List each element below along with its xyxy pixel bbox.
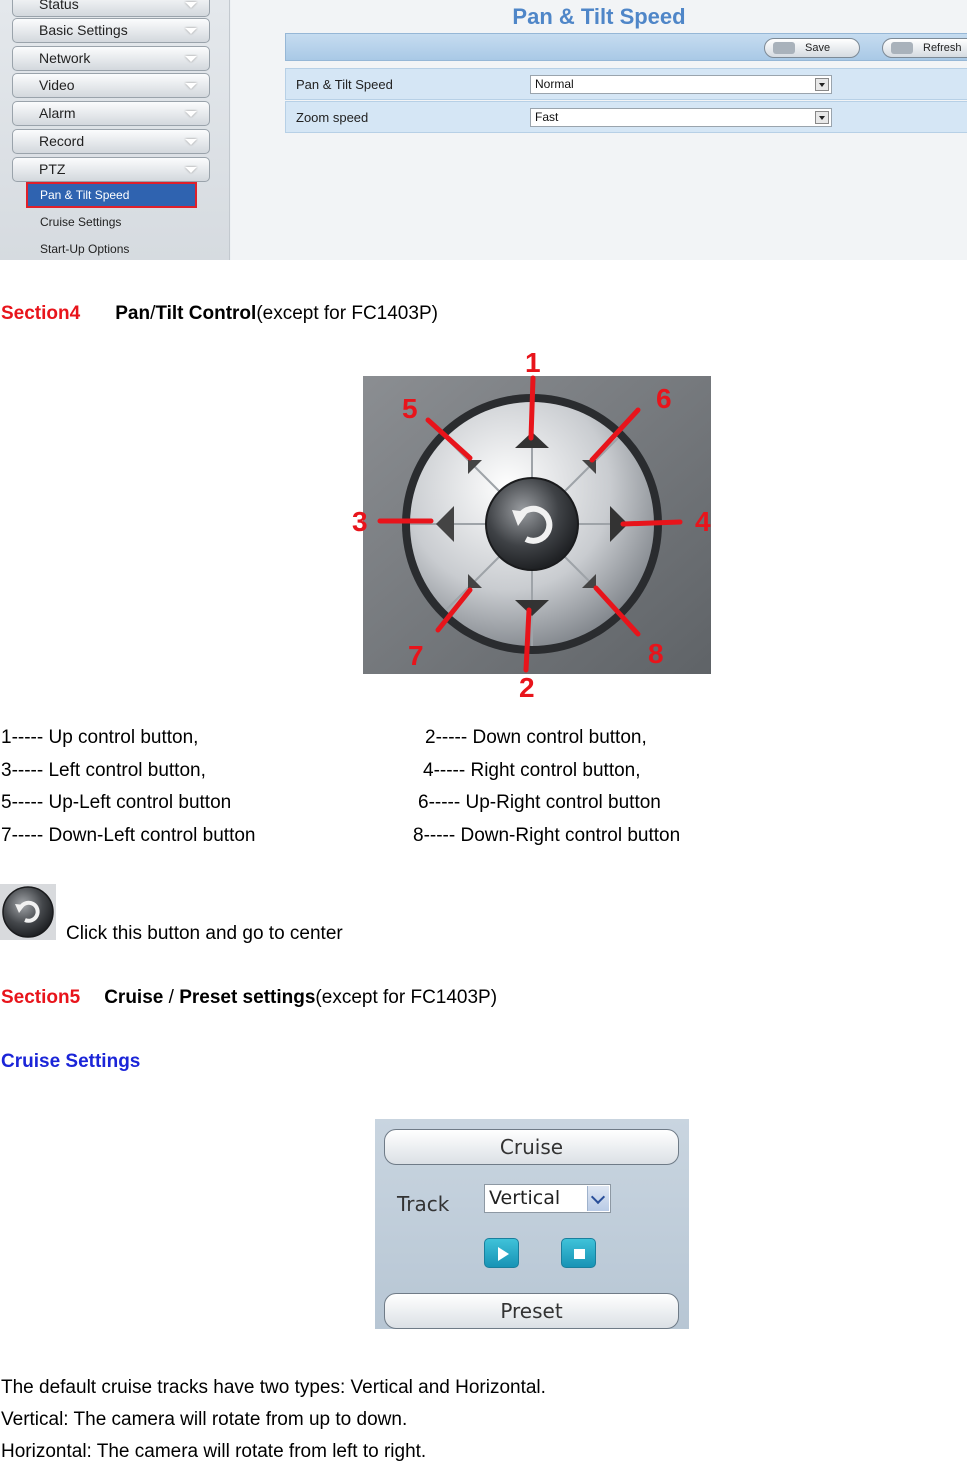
menu-item-record[interactable]: Record xyxy=(12,129,210,154)
menu-item-video[interactable]: Video xyxy=(12,73,210,98)
legend-item-4: 4----- Right control button, xyxy=(423,760,641,781)
chevron-down-icon xyxy=(185,56,197,62)
preset-button[interactable]: Preset xyxy=(384,1293,679,1329)
legend-item-3: 3----- Left control button, xyxy=(1,760,206,781)
section-label: Section5 xyxy=(1,987,81,1008)
chevron-down-icon xyxy=(587,1186,609,1211)
pan-tilt-speed-select[interactable]: Normal xyxy=(530,75,832,94)
submenu-item-cruise-settings[interactable]: Cruise Settings xyxy=(40,215,122,229)
callout-number-5: 5 xyxy=(402,393,418,424)
refresh-button[interactable]: Refresh xyxy=(882,38,967,58)
save-button[interactable]: Save xyxy=(764,38,860,58)
menu-item-network[interactable]: Network xyxy=(12,46,210,71)
callout-number-6: 6 xyxy=(656,383,672,414)
chevron-down-icon xyxy=(185,139,197,145)
menu-item-alarm[interactable]: Alarm xyxy=(12,101,210,126)
chevron-down-icon xyxy=(815,111,829,124)
chevron-down-icon xyxy=(185,83,197,89)
paragraph-vertical: Vertical: The camera will rotate from up to down. xyxy=(1,1409,408,1430)
legend-item-6: 6----- Up-Right control button xyxy=(418,792,661,813)
callout-number-2: 2 xyxy=(519,672,535,700)
settings-row-pan-tilt-speed xyxy=(285,68,967,100)
row-label: Zoom speed xyxy=(296,110,369,125)
section4-heading: Section4 Pan/Tilt Control(except for FC1403P) xyxy=(1,303,438,324)
cruise-settings-heading: Cruise Settings xyxy=(1,1051,141,1072)
section-label: Section4 xyxy=(1,303,81,324)
chevron-down-icon xyxy=(815,78,829,91)
refresh-icon xyxy=(891,42,913,54)
settings-row-zoom-speed xyxy=(285,101,967,133)
menu-item-ptz[interactable]: PTZ xyxy=(12,157,210,182)
zoom-speed-select[interactable]: Fast xyxy=(530,108,832,127)
settings-content xyxy=(231,0,967,260)
chevron-down-icon xyxy=(185,2,197,8)
callout-number-8: 8 xyxy=(648,638,664,669)
legend-item-8: 8----- Down-Right control button xyxy=(413,825,681,846)
submenu-item-pan-tilt-speed[interactable]: Pan & Tilt Speed xyxy=(26,182,197,208)
cruise-panel xyxy=(375,1119,689,1329)
settings-screenshot xyxy=(0,0,967,260)
legend-item-2: 2----- Down control button, xyxy=(425,727,647,748)
menu-item-status[interactable]: Status xyxy=(12,0,210,17)
stop-cruise-button[interactable] xyxy=(561,1238,596,1268)
callout-number-4: 4 xyxy=(695,506,711,537)
start-cruise-button[interactable] xyxy=(484,1238,519,1268)
track-label: Track xyxy=(397,1192,450,1216)
paragraph-cruise-types: The default cruise tracks have two types: Vertical and Horizontal. xyxy=(1,1377,546,1398)
chevron-down-icon xyxy=(185,111,197,117)
legend-item-7: 7----- Down-Left control button xyxy=(1,825,256,846)
stop-icon xyxy=(562,1239,597,1269)
settings-sidebar xyxy=(0,0,230,260)
track-select[interactable]: Vertical xyxy=(484,1184,611,1213)
callout-number-7: 7 xyxy=(408,640,424,671)
chevron-down-icon xyxy=(185,28,197,34)
legend-item-5: 5----- Up-Left control button xyxy=(1,792,232,813)
ptz-control-diagram xyxy=(330,340,750,700)
chevron-down-icon xyxy=(185,167,197,173)
save-icon xyxy=(773,42,795,54)
callout-number-1: 1 xyxy=(525,347,541,378)
section5-heading: Section5 Cruise / Preset settings(except for FC1403P) xyxy=(1,987,498,1008)
play-icon xyxy=(485,1239,520,1269)
settings-toolbar xyxy=(285,33,967,61)
center-button-image xyxy=(0,884,56,940)
submenu-item-startup-options[interactable]: Start-Up Options xyxy=(40,242,130,256)
paragraph-horizontal: Horizontal: The camera will rotate from left to right. xyxy=(1,1441,427,1462)
legend-item-1: 1----- Up control button, xyxy=(1,727,199,748)
callout-number-3: 3 xyxy=(352,506,368,537)
panel-title: Pan & Tilt Speed xyxy=(512,4,686,29)
row-label: Pan & Tilt Speed xyxy=(296,77,393,92)
menu-item-basic-settings[interactable]: Basic Settings xyxy=(12,18,210,43)
center-note: Click this button and go to center xyxy=(66,923,343,944)
center-home-button[interactable] xyxy=(486,478,578,570)
cruise-button[interactable]: Cruise xyxy=(384,1129,679,1165)
